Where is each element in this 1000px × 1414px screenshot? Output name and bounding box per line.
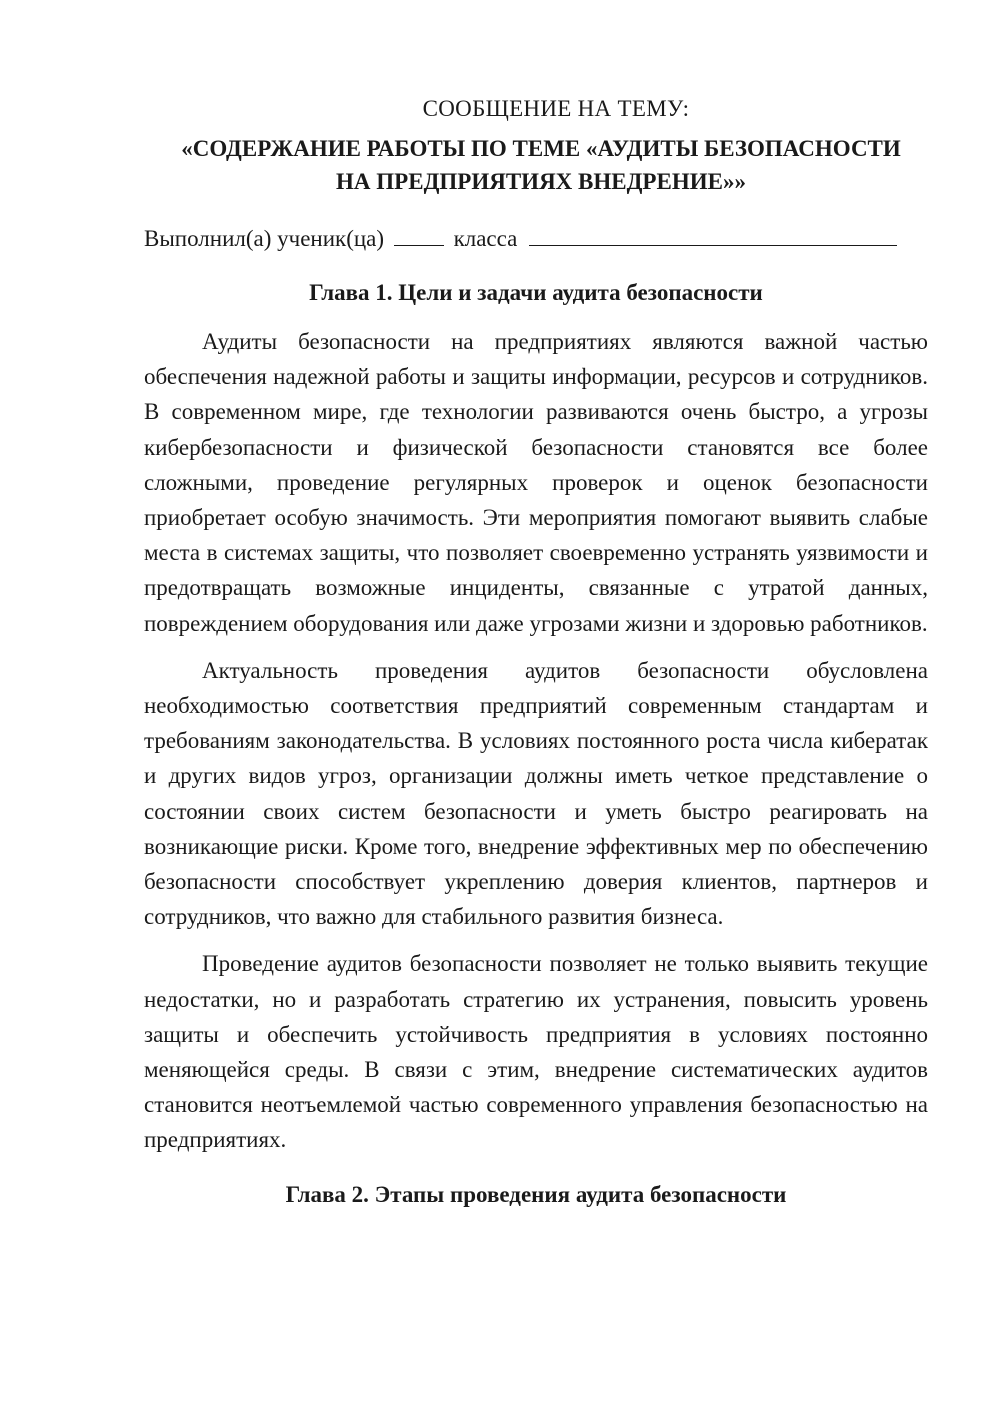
document-title-line-2: НА ПРЕДПРИЯТИЯХ ВНЕДРЕНИЕ»» bbox=[336, 169, 746, 194]
document-label: СООБЩЕНИЕ НА ТЕМУ: bbox=[422, 96, 690, 121]
grade-blank-field bbox=[394, 223, 444, 246]
class-label: класса bbox=[453, 226, 518, 251]
author-signature-line bbox=[144, 222, 928, 256]
author-prefix: Выполнил(а) ученик(ца) bbox=[144, 226, 385, 251]
chapter-1-paragraph-2: Актуальность проведения аудитов безопасности обусловлена необходимостью соответствия предприятий современным стандартам и требованиям законодательства. В условиях постоянного роста числа кибератак и других видов угроз, организации должны иметь четкое представление о состоянии своих систем безопасности и уметь быстро реагировать на возникающие риски. Кроме того, внедрение эффективных мер по обеспечению безопасности способствует укреплению доверия клиентов, партнеров и сотрудников, что важно для стабильного развития бизнеса. bbox=[144, 657, 928, 930]
class-name-blank-field bbox=[529, 223, 897, 246]
chapter-1-heading: Глава 1. Цели и задачи аудита безопасности bbox=[309, 280, 763, 305]
chapter-1-paragraph-1: Аудиты безопасности на предприятиях являются важной частью обеспечения надежной работы и защиты информации, ресурсов и сотрудников. В современном мире, где технологии развиваются очень быстро, а угрозы кибербезопасности и физической безопасности становятся все более сложными, проведение регулярных проверок и оценок безопасности приобретает особую значимость. Эти мероприятия помогают выявить слабые места в системах защиты, что позволяет своевременно устранять уязвимости и предотвращать возможные инциденты, связанные с утратой данных, повреждением оборудования или даже угрозами жизни и здоровью работников. bbox=[144, 329, 928, 636]
chapter-1-paragraph-3: Проведение аудитов безопасности позволяет не только выявить текущие недостатки, но и разработать стратегию их устранения, повысить уровень защиты и обеспечить устойчивость предприятия в условиях постоянно меняющейся среды. В связи с этим, внедрение систематических аудитов становится неотъемлемой частью современного управления безопасностью на предприятиях. bbox=[144, 951, 928, 1153]
document-title bbox=[144, 132, 928, 198]
document-title-line-1: «СОДЕРЖАНИЕ РАБОТЫ ПО ТЕМЕ «АУДИТЫ БЕЗОПАСНОСТИ bbox=[181, 136, 901, 161]
chapter-2-heading: Глава 2. Этапы проведения аудита безопасности bbox=[285, 1181, 787, 1207]
